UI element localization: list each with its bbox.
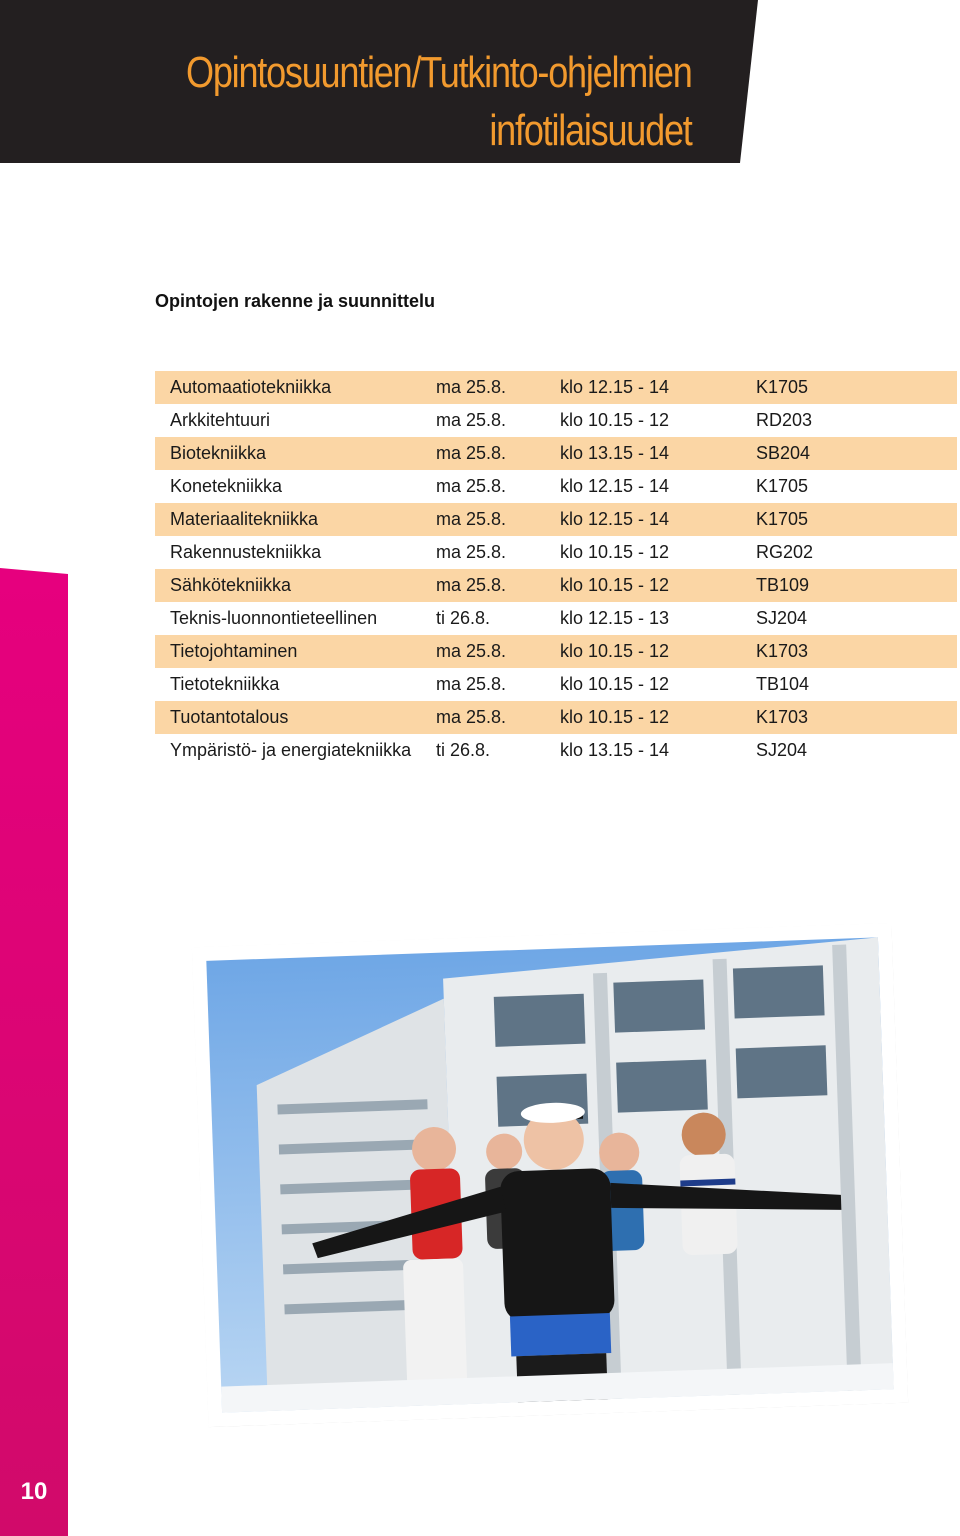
date-cell: ma 25.8.	[436, 707, 507, 727]
room-cell: TB104	[756, 674, 810, 694]
room-cell: K1703	[756, 707, 809, 727]
table-row	[155, 371, 957, 404]
room-cell: SB204	[756, 443, 811, 463]
time-cell: klo 10.15 - 12	[560, 575, 670, 595]
program-cell: Sähkötekniikka	[170, 575, 292, 595]
time-cell: klo 10.15 - 12	[560, 674, 670, 694]
schedule-table	[155, 371, 957, 767]
room-cell: RD203	[756, 410, 813, 430]
table-row	[155, 701, 957, 734]
header-banner	[0, 0, 960, 165]
room-cell: K1705	[756, 476, 809, 496]
table-row	[155, 536, 957, 569]
time-cell: klo 10.15 - 12	[560, 707, 670, 727]
date-cell: ma 25.8.	[436, 641, 507, 661]
date-cell: ti 26.8.	[436, 608, 491, 628]
program-cell: Ympäristö- ja energiatekniikka	[170, 740, 412, 760]
title-line-2: infotilaisuudet	[489, 106, 692, 155]
table-row	[155, 404, 957, 437]
room-cell: K1705	[756, 509, 809, 529]
title-line-1: Opintosuuntien/Tutkinto-ohjelmien	[186, 48, 692, 97]
program-cell: Arkkitehtuuri	[170, 410, 271, 430]
date-cell: ma 25.8.	[436, 674, 507, 694]
program-cell: Tietojohtaminen	[170, 641, 298, 661]
table-row	[155, 668, 957, 701]
time-cell: klo 10.15 - 12	[560, 542, 670, 562]
room-cell: TB109	[756, 575, 810, 595]
date-cell: ma 25.8.	[436, 410, 507, 430]
time-cell: klo 10.15 - 12	[560, 410, 670, 430]
table-row	[155, 470, 957, 503]
date-cell: ma 25.8.	[436, 443, 507, 463]
room-cell: K1705	[756, 377, 809, 397]
date-cell: ma 25.8.	[436, 509, 507, 529]
program-cell: Biotekniikka	[170, 443, 267, 463]
table-row	[155, 635, 957, 668]
time-cell: klo 12.15 - 14	[560, 476, 670, 496]
program-cell: Automaatiotekniikka	[170, 377, 332, 397]
room-cell: SJ204	[756, 608, 808, 628]
date-cell: ma 25.8.	[436, 542, 507, 562]
student-group-photo	[192, 923, 908, 1427]
photo-scene	[206, 937, 893, 1412]
time-cell: klo 12.15 - 14	[560, 377, 670, 397]
table-row	[155, 734, 957, 767]
date-cell: ti 26.8.	[436, 740, 491, 760]
date-cell: ma 25.8.	[436, 476, 507, 496]
page-number: 10	[20, 1478, 48, 1505]
room-cell: K1703	[756, 641, 809, 661]
program-cell: Materiaalitekniikka	[170, 509, 319, 529]
page-title	[186, 44, 692, 160]
time-cell: klo 13.15 - 14	[560, 443, 670, 463]
time-cell: klo 10.15 - 12	[560, 641, 670, 661]
time-cell: klo 12.15 - 13	[560, 608, 670, 628]
date-cell: ma 25.8.	[436, 377, 507, 397]
table-row	[155, 437, 957, 470]
time-cell: klo 13.15 - 14	[560, 740, 670, 760]
program-cell: Rakennustekniikka	[170, 542, 322, 562]
time-cell: klo 12.15 - 14	[560, 509, 670, 529]
program-cell: Teknis-luonnontieteellinen	[170, 608, 378, 628]
table-row	[155, 602, 957, 635]
section-heading: Opintojen rakenne ja suunnittelu	[155, 291, 436, 311]
program-cell: Tuotantotalous	[170, 707, 289, 727]
table-row	[155, 569, 957, 602]
room-cell: RG202	[756, 542, 814, 562]
date-cell: ma 25.8.	[436, 575, 507, 595]
program-cell: Konetekniikka	[170, 476, 283, 496]
room-cell: SJ204	[756, 740, 808, 760]
side-accent-bar	[0, 568, 68, 1536]
table-row	[155, 503, 957, 536]
program-cell: Tietotekniikka	[170, 674, 280, 694]
